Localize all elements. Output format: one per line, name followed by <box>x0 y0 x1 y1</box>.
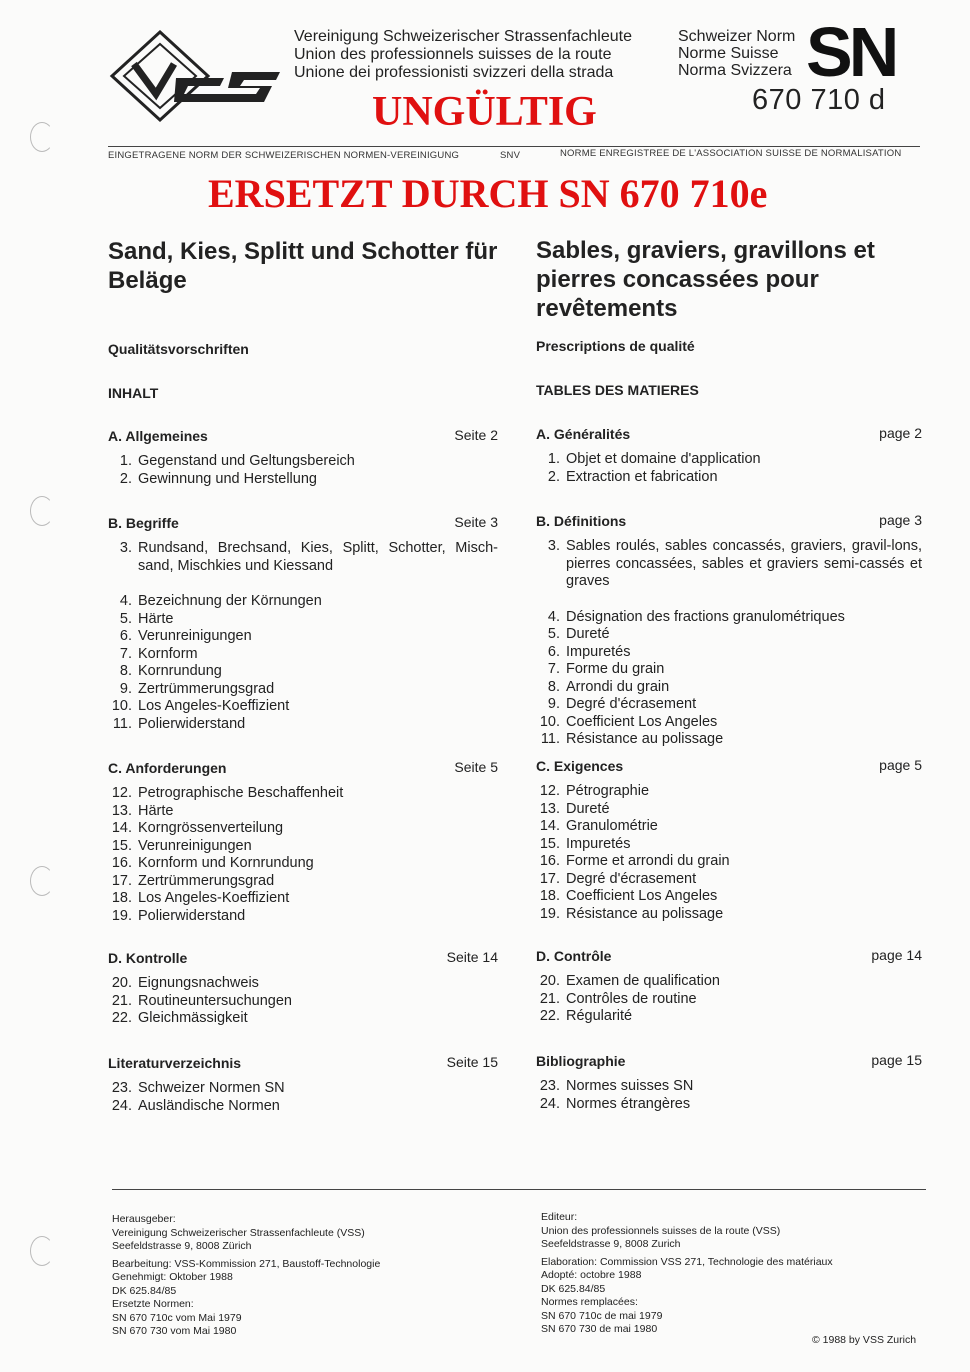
toc-item-text: Zertrümmerungsgrad <box>138 872 275 889</box>
footer-fr-line: Union des professionnels suisses de la route (VSS) <box>541 1224 781 1237</box>
toc-item-text: Coefficient Los Angeles <box>566 888 718 904</box>
toc-item-number: 1. <box>547 451 560 467</box>
toc-item <box>104 646 498 664</box>
toc-item-number: 15. <box>111 837 132 854</box>
toc-item-text: Gewinnung und Herstellung <box>138 470 317 487</box>
toc-section-title: C. Anforderungen <box>108 760 227 776</box>
toc-item-text: Extraction et fabrication <box>566 468 718 485</box>
toc-item-number: 21. <box>539 990 560 1007</box>
toc-section-page: page 3 <box>879 512 922 528</box>
toc-section-title: C. Exigences <box>536 758 624 774</box>
footer-fr <box>541 1211 833 1337</box>
registration-mid: SNV <box>500 150 521 161</box>
toc-section-title: A. Allgemeines <box>108 428 208 444</box>
footer-fr-line: SN 670 710c de mai 1979 <box>541 1309 663 1322</box>
toc-item-text: Impuretés <box>566 835 631 852</box>
toc-item <box>104 873 498 891</box>
toc-item-text: Forme et arrondi du grain <box>566 853 730 869</box>
toc-item-number: 24. <box>111 1097 132 1114</box>
toc-item-number: 6. <box>119 628 132 644</box>
toc-item-text: Polierwiderstand <box>138 715 246 732</box>
toc-item-text: Sables roulés, sables concassés, graviers, gravil-lons, pierres concassées, sables et graviers semi-cassés et graves <box>566 538 922 589</box>
toc-item-number: 9. <box>119 680 132 697</box>
toc-item-number: 18. <box>539 888 560 904</box>
toc-item <box>532 644 922 662</box>
toc-item-number: 23. <box>539 1078 560 1094</box>
footer-de-line: Herausgeber: <box>112 1213 176 1225</box>
norm-label-block <box>678 28 795 79</box>
toc-section-page: page 5 <box>879 757 922 773</box>
footer-fr-line: Adopté: octobre 1988 <box>541 1269 642 1281</box>
toc-item <box>532 469 922 487</box>
toc-item <box>104 698 498 716</box>
toc-item-text: Routineuntersuchungen <box>138 992 292 1009</box>
footer-fr-line: DK 625.84/85 <box>541 1282 606 1295</box>
subtitle-de: Qualitätsvorschriften <box>108 341 249 357</box>
vss-logo <box>104 30 284 122</box>
toc-item-number: 7. <box>547 661 560 677</box>
footer-de-line: Seefeldstrasse 9, 8008 Zürich <box>112 1240 252 1252</box>
copyright: © 1988 by VSS Zurich <box>812 1334 917 1346</box>
toc-item <box>532 696 922 714</box>
toc-item-number: 24. <box>539 1095 560 1112</box>
toc-item <box>104 975 498 993</box>
toc-item-list <box>532 783 922 923</box>
toc-item-number: 15. <box>539 835 560 852</box>
toc-item <box>104 820 498 838</box>
toc-item-number: 22. <box>111 1010 132 1026</box>
toc-item-number: 16. <box>111 855 132 871</box>
toc-item-number: 9. <box>547 696 560 712</box>
toc-item-text: Gleichmässigkeit <box>138 1010 248 1026</box>
toc-item-text: Schweizer Normen SN <box>138 1080 285 1096</box>
footer-de-line: SN 670 730 vom Mai 1980 <box>112 1325 237 1337</box>
toc-item-text: Eignungsnachweis <box>138 975 259 991</box>
toc-item <box>532 871 922 889</box>
toc-item-number: 3. <box>119 540 132 556</box>
toc-item-list <box>104 1080 498 1115</box>
toc-item-number: 4. <box>119 593 132 609</box>
toc-item-text: Désignation des fractions granulométriques <box>566 608 845 625</box>
toc-item <box>104 1010 498 1028</box>
toc-item-text: Härte <box>138 802 174 819</box>
sn-mark: SN <box>806 13 896 91</box>
toc-item-text: Los Angeles-Koeffizient <box>138 698 290 714</box>
toc-item <box>532 1008 922 1026</box>
toc-item-text: Degré d'écrasement <box>566 870 697 887</box>
toc-item <box>532 714 922 732</box>
toc-section-title: D. Contrôle <box>536 948 612 964</box>
toc-section-page: page 2 <box>879 425 922 441</box>
toc-item <box>104 890 498 908</box>
org-name-it: Unione dei professionisti svizzeri della strada <box>294 64 614 81</box>
toc-item <box>104 453 498 471</box>
toc-item <box>532 783 922 801</box>
toc-item <box>532 679 922 697</box>
toc-item-list <box>532 1078 922 1113</box>
toc-item <box>104 838 498 856</box>
contents-label-fr: TABLES DES MATIERES <box>536 382 699 398</box>
toc-item <box>532 626 922 644</box>
toc-item-text: Normes suisses SN <box>566 1078 694 1094</box>
toc-item <box>104 716 498 734</box>
toc-item <box>532 801 922 819</box>
toc-section-title: A. Généralités <box>536 426 631 442</box>
footer-fr-line: Elaboration: Commission VSS 271, Technologie des matériaux <box>541 1255 833 1268</box>
toc-item <box>532 731 922 749</box>
punch-hole <box>30 1236 54 1266</box>
toc-section-page: Seite 2 <box>454 427 498 443</box>
toc-item-text: Polierwiderstand <box>138 907 246 924</box>
toc-item-list <box>532 451 922 486</box>
toc-section-page: Seite 3 <box>454 514 498 530</box>
toc-item <box>104 993 498 1011</box>
toc-item-text: Arrondi du grain <box>566 678 670 695</box>
toc-item-number: 13. <box>111 802 132 819</box>
toc-item-text: Normes étrangères <box>566 1095 691 1112</box>
toc-item <box>532 906 922 924</box>
toc-item <box>532 853 922 871</box>
toc-item-text: Coefficient Los Angeles <box>566 713 718 730</box>
toc-item <box>104 663 498 681</box>
toc-item-number: 3. <box>547 538 560 554</box>
toc-item-text: Verunreinigungen <box>138 837 252 854</box>
toc-item <box>532 661 922 679</box>
toc-item-number: 8. <box>119 663 132 679</box>
toc-item <box>532 888 922 906</box>
org-name-block <box>294 28 632 82</box>
toc-item <box>104 855 498 873</box>
toc-item <box>104 785 498 803</box>
toc-item-number: 20. <box>539 973 560 989</box>
toc-item-number: 1. <box>119 453 132 469</box>
footer-de <box>112 1213 380 1339</box>
punch-hole <box>30 122 54 152</box>
toc-item-number: 5. <box>547 626 560 642</box>
toc-item-text: Ausländische Normen <box>138 1097 280 1114</box>
toc-item-text: Examen de qualification <box>566 973 720 989</box>
toc-item-text: Kornform und Kornrundung <box>138 855 314 871</box>
toc-item-text: Korngrössenverteilung <box>138 820 284 836</box>
toc-item <box>532 538 922 591</box>
toc-item-list <box>104 975 498 1028</box>
norm-label-it: Norma Svizzera <box>678 62 792 79</box>
toc-item <box>104 471 498 489</box>
toc-section-page: Seite 15 <box>446 1054 498 1070</box>
toc-item-text: Degré d'écrasement <box>566 696 697 712</box>
punch-hole <box>30 496 54 526</box>
toc-section-title: Literaturverzeichnis <box>108 1055 242 1071</box>
punch-hole <box>30 866 54 896</box>
org-name-de: Vereinigung Schweizerischer Strassenfachleute <box>294 28 632 45</box>
toc-item-text: Rundsand, Brechsand, Kies, Splitt, Schotter, Misch-sand, Mischkies und Kiessand <box>138 540 498 574</box>
toc-item-text: Kornrundung <box>138 663 222 679</box>
subtitle-fr: Prescriptions de qualité <box>536 338 695 354</box>
norm-label-de: Schweizer Norm <box>678 28 796 45</box>
toc-item <box>532 1078 922 1096</box>
toc-section-title: B. Définitions <box>536 513 627 529</box>
header-rule <box>108 146 920 147</box>
toc-item <box>532 609 922 627</box>
toc-item-text: Résistance au polissage <box>566 905 724 922</box>
toc-item-number: 10. <box>539 713 560 730</box>
toc-item-number: 12. <box>539 783 560 799</box>
toc-item-number: 2. <box>119 470 132 487</box>
toc-item-number: 4. <box>547 608 560 625</box>
contents-label-de: INHALT <box>108 385 159 401</box>
toc-item-list <box>532 538 922 749</box>
toc-section-title: B. Begriffe <box>108 515 179 531</box>
toc-item-text: Bezeichnung der Körnungen <box>138 593 322 609</box>
toc-item-text: Dureté <box>566 626 610 642</box>
toc-item <box>104 1098 498 1116</box>
toc-item-text: Granulométrie <box>566 818 658 834</box>
toc-item-text: Pétrographie <box>566 783 650 799</box>
toc-item <box>532 1096 922 1114</box>
toc-section-page: page 15 <box>871 1052 922 1068</box>
toc-item <box>104 908 498 926</box>
toc-item-list <box>104 785 498 925</box>
toc-item-number: 11. <box>112 715 132 732</box>
stamp-replaced: ERSETZT DURCH SN 670 710e <box>208 171 768 216</box>
stamp-invalid: UNGÜLTIG <box>372 89 597 135</box>
toc-item <box>104 681 498 699</box>
footer-de-line: Genehmigt: Oktober 1988 <box>112 1271 233 1283</box>
toc-item-text: Kornform <box>138 645 198 662</box>
toc-item-list <box>104 453 498 488</box>
toc-item-number: 5. <box>119 610 132 627</box>
toc-item-number: 21. <box>111 992 132 1009</box>
footer-fr-line: Normes remplacées: <box>541 1296 638 1308</box>
toc-section-page: Seite 5 <box>454 759 498 775</box>
toc-item-number: 14. <box>111 820 132 836</box>
toc-item <box>532 973 922 991</box>
toc-item-number: 23. <box>111 1080 132 1096</box>
toc-item-text: Dureté <box>566 800 610 817</box>
toc-item-number: 16. <box>539 853 560 869</box>
footer-de-line: Ersetzte Normen: <box>112 1298 194 1310</box>
toc-item <box>104 628 498 646</box>
title-de: Sand, Kies, Splitt und Schotter für Beläge <box>108 238 498 294</box>
toc-item-text: Objet et domaine d'application <box>566 451 761 467</box>
toc-item-text: Régularité <box>566 1008 633 1024</box>
toc-item-number: 7. <box>119 645 132 662</box>
toc-item-number: 11. <box>540 731 560 747</box>
footer-de-line: Vereinigung Schweizerischer Strassenfachleute (VSS) <box>112 1226 365 1239</box>
toc-item-number: 10. <box>111 698 132 714</box>
toc-item-number: 17. <box>111 872 132 889</box>
toc-item-number: 14. <box>539 818 560 834</box>
footer-fr-line: SN 670 730 de mai 1980 <box>541 1323 658 1335</box>
toc-item-number: 8. <box>547 678 560 695</box>
toc-item-number: 19. <box>111 907 132 924</box>
footer-de-line: DK 625.84/85 <box>112 1284 177 1297</box>
toc-item <box>104 540 498 575</box>
toc-item-text: Los Angeles-Koeffizient <box>138 890 290 906</box>
toc-item-text: Forme du grain <box>566 661 665 677</box>
toc-item <box>104 611 498 629</box>
footer-fr-line: Seefeldstrasse 9, 8008 Zurich <box>541 1238 681 1250</box>
toc-item-text: Contrôles de routine <box>566 990 697 1007</box>
toc-item-number: 19. <box>539 905 560 922</box>
toc-item-number: 13. <box>539 800 560 817</box>
toc-item-number: 2. <box>547 468 560 485</box>
toc-item-text: Petrographische Beschaffenheit <box>138 785 344 801</box>
footer-fr-line: Editeur: <box>541 1211 578 1223</box>
toc-item-text: Gegenstand und Geltungsbereich <box>138 453 355 469</box>
toc-item <box>104 1080 498 1098</box>
toc-item-text: Härte <box>138 610 174 627</box>
title-fr: Sables, graviers, gravillons et pierres concassées pour revêtements <box>536 237 875 322</box>
registration-right: NORME ENREGISTREE DE L'ASSOCIATION SUISSE DE NORMALISATION <box>560 148 902 159</box>
norm-number: 670 710 d <box>752 84 886 116</box>
toc-item <box>104 593 498 611</box>
toc-section-title: Bibliographie <box>536 1053 626 1069</box>
org-name-fr: Union des professionnels suisses de la route <box>294 46 612 63</box>
toc-item <box>532 991 922 1009</box>
toc-item-number: 22. <box>539 1008 560 1024</box>
toc-item-number: 17. <box>539 870 560 887</box>
footer-rule <box>112 1189 926 1190</box>
toc-section-page: page 14 <box>871 947 922 963</box>
toc-item-text: Résistance au polissage <box>566 731 724 747</box>
toc-item <box>532 818 922 836</box>
footer-de-line: Bearbeitung: VSS-Kommission 271, Baustoff-Technologie <box>112 1257 381 1270</box>
toc-item-text: Verunreinigungen <box>138 628 252 644</box>
norm-label-fr: Norme Suisse <box>678 45 779 62</box>
footer-de-line: SN 670 710c vom Mai 1979 <box>112 1311 242 1324</box>
toc-section-page: Seite 14 <box>446 949 498 965</box>
toc-item <box>532 836 922 854</box>
registration-left: EINGETRAGENE NORM DER SCHWEIZERISCHEN NORMEN-VEREINIGUNG <box>108 150 460 161</box>
toc-item <box>532 451 922 469</box>
toc-item-number: 20. <box>111 975 132 991</box>
toc-item-number: 18. <box>111 890 132 906</box>
toc-item-list <box>104 540 498 733</box>
toc-item-text: Impuretés <box>566 643 631 660</box>
toc-item-text: Zertrümmerungsgrad <box>138 680 275 697</box>
toc-item-number: 12. <box>111 785 132 801</box>
toc-item-number: 6. <box>547 643 560 660</box>
toc-item <box>104 803 498 821</box>
toc-item-list <box>532 973 922 1026</box>
toc-section-title: D. Kontrolle <box>108 950 188 966</box>
